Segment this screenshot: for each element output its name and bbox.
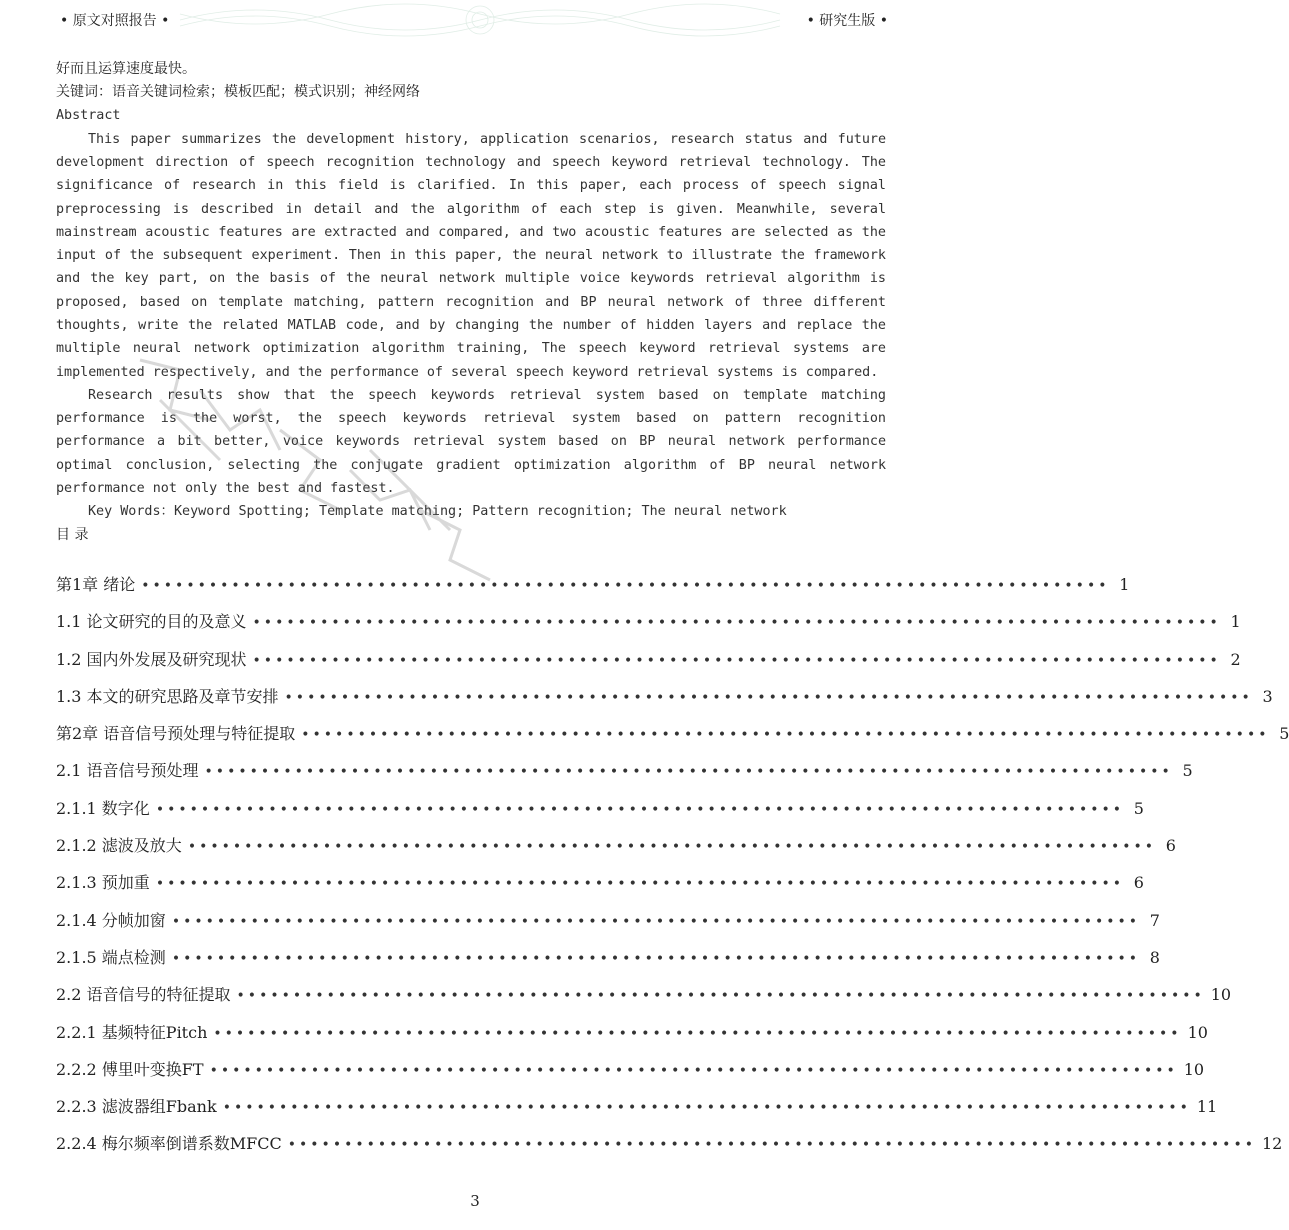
toc-entry[interactable] xyxy=(56,982,1232,1019)
toc-entry[interactable] xyxy=(56,1020,1208,1057)
toc-leader-dots: •••••••••••••••••••••••••••••••••••••••••••••••••••••••••••••••••••••••••••••••••••••• xyxy=(155,801,1124,818)
toc-entry-title: 2.1.3 预加重 xyxy=(56,873,150,893)
toc-entry-title: 2.2.2 傅里叶变换FT xyxy=(56,1059,204,1079)
toc-leader-dots: •••••••••••••••••••••••••••••••••••••••••••••••••••••••••••••••••••••••••••••••••••••• xyxy=(252,652,1221,669)
toc-leader-dots: •••••••••••••••••••••••••••••••••••••••••••••••••••••••••••••••••••••••••••••••••••••• xyxy=(252,615,1221,632)
toc-heading: 目 录 xyxy=(56,526,89,543)
body-first-line: 好而且运算速度最快。 xyxy=(56,61,196,77)
toc-entry-page: 3 xyxy=(1262,686,1273,706)
toc-entry-page: 10 xyxy=(1183,1059,1205,1079)
keywords-english: Key Words：Keyword Spotting; Template matching; Pattern recognition; The neural network xyxy=(88,504,787,520)
toc-entry[interactable] xyxy=(56,647,1241,684)
toc-entry-page: 5 xyxy=(1133,798,1144,818)
toc-leader-dots: •••••••••••••••••••••••••••••••••••••••••••••••••••••••••••••••••••••••••••••••••••••• xyxy=(222,1100,1191,1117)
table-of-contents xyxy=(56,572,1289,1169)
toc-entry-page: 10 xyxy=(1210,985,1232,1005)
toc-leader-dots: •••••••••••••••••••••••••••••••••••••••••••••••••••••••••••••••••••••••••••••••••••••• xyxy=(209,1062,1178,1079)
toc-entry-page: 5 xyxy=(1279,724,1289,744)
toc-entry[interactable] xyxy=(56,1094,1218,1131)
toc-leader-dots: •••••••••••••••••••••••••••••••••••••••••••••••••••••••••••••••••••••••••••••••••••••• xyxy=(287,1137,1256,1154)
keywords-chinese: 关键词：语音关键词检索；模板匹配；模式识别；神经网络 xyxy=(56,84,420,101)
toc-entry-title: 1.1 论文研究的目的及意义 xyxy=(56,612,247,632)
toc-entry-title: 2.1.4 分帧加窗 xyxy=(56,910,166,930)
toc-entry-title: 2.1.2 滤波及放大 xyxy=(56,836,182,856)
toc-entry-title: 第1章 绪论 xyxy=(56,575,136,594)
toc-entry[interactable] xyxy=(56,721,1289,758)
toc-entry-page: 6 xyxy=(1133,873,1144,893)
toc-entry-title: 2.1.5 端点检测 xyxy=(56,947,166,967)
toc-entry[interactable] xyxy=(56,833,1176,870)
toc-entry[interactable] xyxy=(56,796,1144,833)
toc-leader-dots: •••••••••••••••••••••••••••••••••••••••••••••••••••••••••••••••••••••••••••••••••••••• xyxy=(155,876,1124,893)
toc-leader-dots: •••••••••••••••••••••••••••••••••••••••••••••••••••••••••••••••••••••••••••••••••••••• xyxy=(284,689,1253,706)
toc-entry-title: 2.2.3 滤波器组Fbank xyxy=(56,1097,217,1117)
toc-entry-title: 2.2.4 梅尔频率倒谱系数MFCC xyxy=(56,1134,282,1154)
toc-entry[interactable] xyxy=(56,684,1273,721)
toc-entry[interactable] xyxy=(56,572,1130,609)
toc-entry-title: 2.2.1 基频特征Pitch xyxy=(56,1022,208,1042)
toc-entry-page: 2 xyxy=(1230,649,1241,669)
toc-entry[interactable] xyxy=(56,609,1241,646)
abstract-title: Abstract xyxy=(56,108,121,124)
toc-entry-page: 1 xyxy=(1119,575,1130,594)
toc-entry-title: 1.2 国内外发展及研究现状 xyxy=(56,649,247,669)
toc-entry-page: 6 xyxy=(1165,836,1176,856)
toc-entry-page: 5 xyxy=(1182,761,1193,781)
toc-leader-dots: •••••••••••••••••••••••••••••••••••••••••••••••••••••••••••••••••••••••••••••••••••••• xyxy=(213,1025,1182,1042)
toc-entry[interactable] xyxy=(56,908,1160,945)
toc-leader-dots: •••••••••••••••••••••••••••••••••••••••••••••••••••••••••••••••••••••••••••••••••••••• xyxy=(171,950,1140,967)
toc-entry[interactable] xyxy=(56,758,1193,795)
toc-leader-dots: •••••••••••••••••••••••••••••••••••••••••••••••••••••••••••••••••••••••••••••••••••••• xyxy=(187,839,1156,856)
toc-leader-dots: •••••••••••••••••••••••••••••••••••••••••••••••••••••••••••••••••••••••••••••••••••••• xyxy=(171,913,1140,930)
toc-entry-page: 7 xyxy=(1149,910,1160,930)
toc-entry[interactable] xyxy=(56,870,1144,907)
toc-leader-dots: •••••••••••••••••••••••••••••••••••••••••••••••••••••••••••••••••••••••••••••••••••••• xyxy=(301,727,1270,744)
header-edition-label: • 研究生版 • xyxy=(806,13,888,29)
toc-entry-page: 1 xyxy=(1230,612,1241,632)
toc-leader-dots: •••••••••••••••••••••••••••••••••••••••••••••••••••••••••••••••••••••••••••••••••••••• xyxy=(204,764,1173,781)
toc-entry-page: 12 xyxy=(1261,1134,1283,1154)
toc-leader-dots: •••••••••••••••••••••••••••••••••••••••••••••••••••••••••••••••••••••••••••••••••••••• xyxy=(141,578,1110,594)
abstract-paragraph-1: This paper summarizes the development history, application scenarios, research status and future development direction of speech recognition technology and speech keyword retrieval technology. The significance of research in this field is clarified. In this paper, each process of speech signal preprocessing is described in detail and the algorithm of each step is given. Meanwhile, several mainstream acoustic features are extracted and compared, and two acoustic features are selected as the input of the subsequent experiment. Then in this paper, the neural network to illustrate the framework and the key part, on the basis of the neural network multiple voice keywords retrieval algorithm is proposed, based on template matching, pattern recognition and BP neural network of three different thoughts, write the related MATLAB code, and by changing the number of hidden layers and replace the multiple neural network optimization algorithm training, The speech keyword retrieval systems are implemented respectively, and the performance of several speech keyword retrieval systems is compared. xyxy=(56,131,886,380)
abstract-paragraph-2: Research results show that the speech keywords retrieval system based on template matching performance is the worst, the speech keywords retrieval system based on pattern recognition performance a bit better, voice keywords retrieval system based on BP neural network performance optimal conclusion, selecting the conjugate gradient optimization algorithm of BP neural network performance not only the best and fastest. xyxy=(56,387,886,497)
toc-entry-page: 10 xyxy=(1187,1022,1208,1042)
toc-entry[interactable] xyxy=(56,945,1160,982)
toc-entry-title: 第2章 语音信号预处理与特征提取 xyxy=(56,724,296,744)
toc-entry-title: 2.1.1 数字化 xyxy=(56,798,150,818)
toc-entry-page: 11 xyxy=(1196,1097,1218,1117)
toc-entry-title: 1.3 本文的研究思路及章节安排 xyxy=(56,686,279,706)
toc-entry-title: 2.1 语音信号预处理 xyxy=(56,761,199,781)
document-body xyxy=(56,58,896,547)
toc-leader-dots: •••••••••••••••••••••••••••••••••••••••••••••••••••••••••••••••••••••••••••••••••••••• xyxy=(236,988,1205,1005)
toc-entry[interactable] xyxy=(56,1131,1283,1168)
toc-entry-page: 8 xyxy=(1149,947,1160,967)
page-number: 3 xyxy=(470,1192,480,1210)
toc-entry-title: 2.2 语音信号的特征提取 xyxy=(56,985,231,1005)
header-watermark-pattern xyxy=(180,0,780,40)
toc-entry[interactable] xyxy=(56,1057,1205,1094)
header-report-label: • 原文对照报告 • xyxy=(60,13,170,29)
